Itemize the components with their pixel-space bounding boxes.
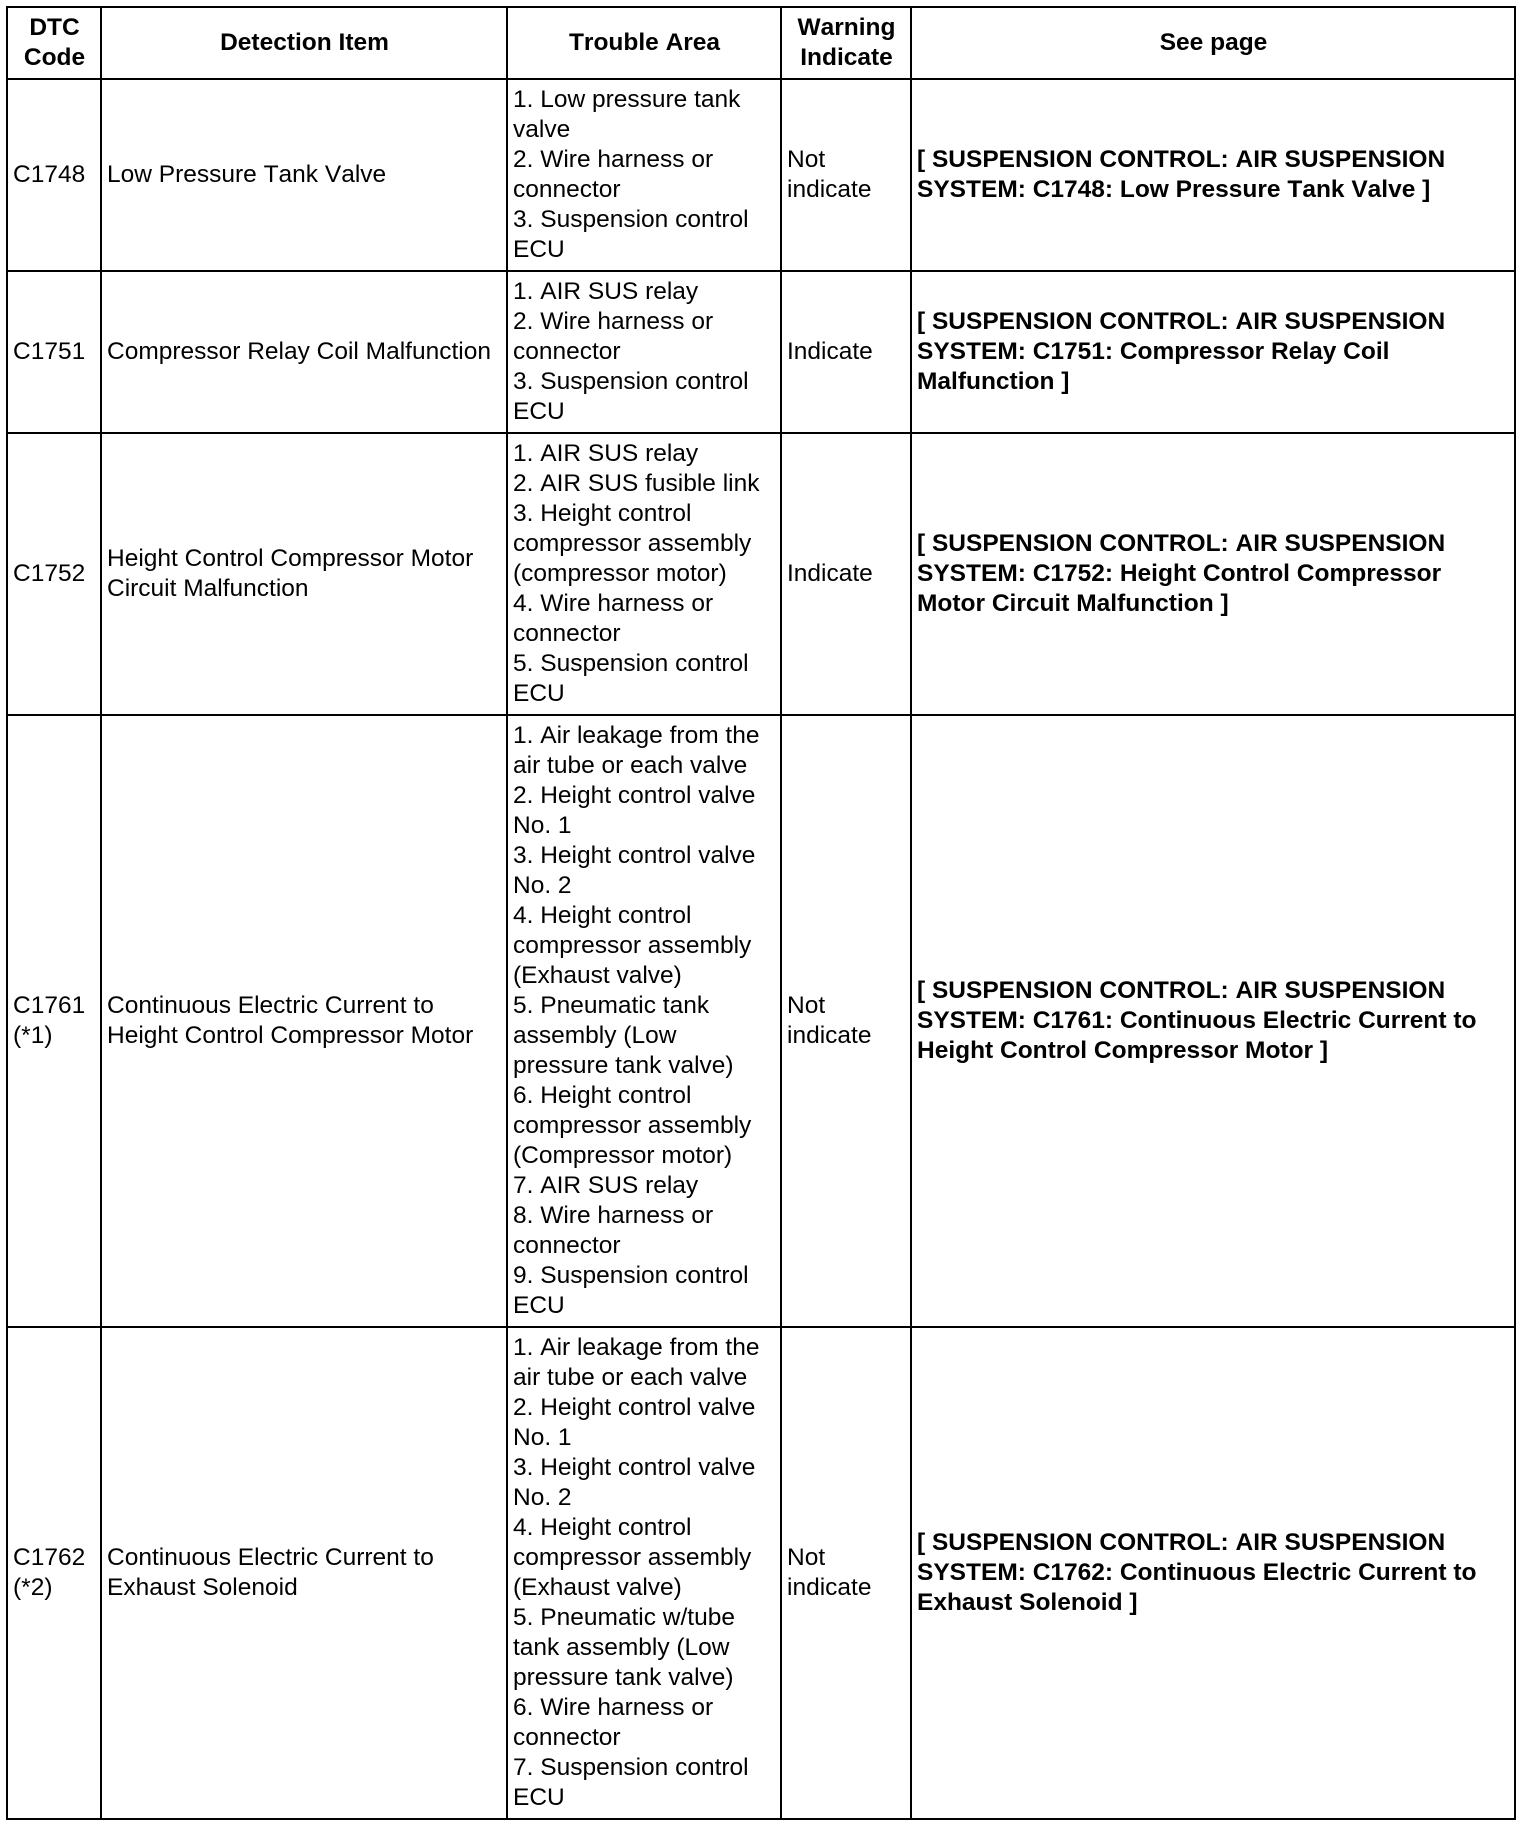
dtc-code: C1761 [13,992,86,1019]
table-header [7,7,1515,79]
detection-item: Continuous Electric Current to Exhaust Solenoid [107,1544,434,1601]
trouble-area-item: 4. Height control compressor assembly (Exhaust valve) [513,1514,752,1601]
see-page-cell [911,1327,1515,1819]
see-page-link[interactable]: [ SUSPENSION CONTROL: AIR SUSPENSION SYSTEM: C1748: Low Pressure Tank Valve ] [917,146,1446,203]
trouble-area-item: 2. AIR SUS fusible link [513,470,760,497]
see-page-link[interactable]: [ SUSPENSION CONTROL: AIR SUSPENSION SYSTEM: C1761: Continuous Electric Current to Height Control Compressor Motor ] [917,977,1477,1064]
trouble-area-item: 2. Wire harness or connector [513,146,714,203]
trouble-area-item: 1. Air leakage from the air tube or each valve [513,1334,760,1391]
detection-item-cell [101,1327,507,1819]
warning-indicate: Not indicate [787,146,872,203]
trouble-area-item: 5. Pneumatic w/tube tank assembly (Low pressure tank valve) [513,1604,735,1691]
header-detection-item: Detection Item [101,7,507,79]
dtc-note: (*1) [13,1022,53,1049]
trouble-area-item: 2. Height control valve No. 1 [513,782,756,839]
warning-indicate-cell [781,79,911,271]
trouble-area-item: 8. Wire harness or connector [513,1202,714,1259]
see-page-link[interactable]: [ SUSPENSION CONTROL: AIR SUSPENSION SYSTEM: C1752: Height Control Compressor Motor Circuit Malfunction ] [917,530,1446,617]
see-page-cell [911,433,1515,715]
see-page-cell [911,271,1515,433]
trouble-area-list [513,1333,769,1813]
detection-item-cell [101,433,507,715]
detection-item-cell [101,271,507,433]
header-dtc-code: DTC Code [7,7,101,79]
trouble-area-list [513,277,769,427]
table-row [7,271,1515,433]
see-page-link[interactable]: [ SUSPENSION CONTROL: AIR SUSPENSION SYSTEM: C1762: Continuous Electric Current to Exhaust Solenoid ] [917,1529,1477,1616]
detection-item-cell [101,79,507,271]
trouble-area-item: 6. Wire harness or connector [513,1694,714,1751]
trouble-area-item: 2. Height control valve No. 1 [513,1394,756,1451]
dtc-note: (*2) [13,1574,53,1601]
warning-indicate: Not indicate [787,1544,872,1601]
trouble-area-item: 6. Height control compressor assembly (Compressor motor) [513,1082,752,1169]
trouble-area-item: 5. Suspension control ECU [513,650,749,707]
dtc-table [6,6,1516,1820]
trouble-area-cell [507,271,781,433]
dtc-code: C1752 [13,560,86,587]
table-row [7,1327,1515,1819]
trouble-area-cell [507,433,781,715]
trouble-area-item: 3. Suspension control ECU [513,368,749,425]
dtc-code: C1762 [13,1544,86,1571]
trouble-area-item: 1. Air leakage from the air tube or each valve [513,722,760,779]
trouble-area-cell [507,79,781,271]
trouble-area-item: 3. Height control valve No. 2 [513,1454,756,1511]
detection-item-cell [101,715,507,1327]
trouble-area-item: 1. AIR SUS relay [513,278,699,305]
dtc-code-cell [7,1327,101,1819]
dtc-code-cell [7,271,101,433]
header-trouble-area: Trouble Area [507,7,781,79]
table-body [7,79,1515,1819]
detection-item: Height Control Compressor Motor Circuit Malfunction [107,545,474,602]
trouble-area-item: 3. Suspension control ECU [513,206,749,263]
header-warning-indicate: Warning Indicate [781,7,911,79]
warning-indicate-cell [781,433,911,715]
trouble-area-item: 3. Height control valve No. 2 [513,842,756,899]
trouble-area-list [513,721,769,1321]
dtc-code-cell [7,715,101,1327]
warning-indicate: Not indicate [787,992,872,1049]
trouble-area-list [513,85,769,265]
table-row [7,79,1515,271]
trouble-area-item: 7. Suspension control ECU [513,1754,749,1811]
dtc-code: C1751 [13,338,86,365]
trouble-area-item: 5. Pneumatic tank assembly (Low pressure tank valve) [513,992,734,1079]
warning-indicate-cell [781,1327,911,1819]
see-page-cell [911,79,1515,271]
trouble-area-item: 2. Wire harness or connector [513,308,714,365]
trouble-area-item: 4. Height control compressor assembly (Exhaust valve) [513,902,752,989]
trouble-area-cell [507,1327,781,1819]
warning-indicate: Indicate [787,560,873,587]
see-page-cell [911,715,1515,1327]
dtc-code: C1748 [13,161,86,188]
detection-item: Continuous Electric Current to Height Control Compressor Motor [107,992,474,1049]
warning-indicate: Indicate [787,338,873,365]
trouble-area-cell [507,715,781,1327]
detection-item: Compressor Relay Coil Malfunction [107,338,491,365]
trouble-area-item: 4. Wire harness or connector [513,590,714,647]
see-page-link[interactable]: [ SUSPENSION CONTROL: AIR SUSPENSION SYSTEM: C1751: Compressor Relay Coil Malfunction ] [917,308,1446,395]
trouble-area-item: 9. Suspension control ECU [513,1262,749,1319]
warning-indicate-cell [781,271,911,433]
dtc-code-cell [7,433,101,715]
table-row [7,715,1515,1327]
dtc-code-cell [7,79,101,271]
trouble-area-item: 1. Low pressure tank valve [513,86,741,143]
warning-indicate-cell [781,715,911,1327]
trouble-area-item: 1. AIR SUS relay [513,440,699,467]
trouble-area-list [513,439,769,709]
trouble-area-item: 3. Height control compressor assembly (compressor motor) [513,500,752,587]
trouble-area-item: 7. AIR SUS relay [513,1172,699,1199]
detection-item: Low Pressure Tank Valve [107,161,387,188]
header-see-page: See page [911,7,1515,79]
header-row [7,7,1515,79]
table-row [7,433,1515,715]
